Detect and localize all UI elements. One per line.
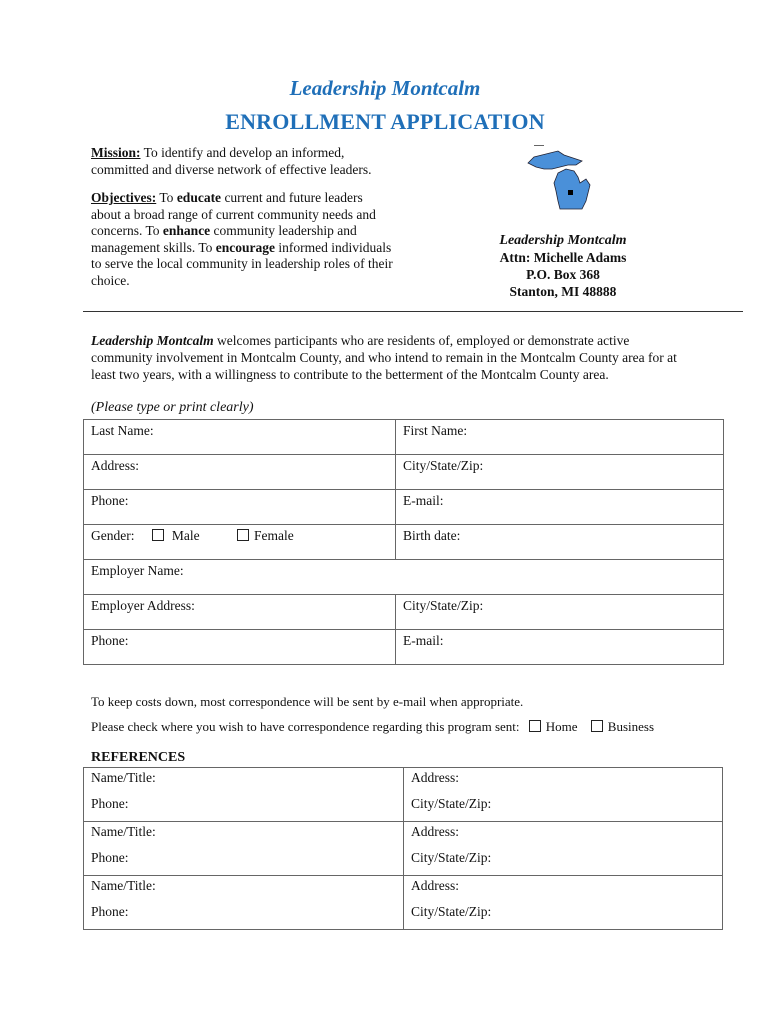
reference-3-address-field[interactable]: Address: <box>404 876 723 902</box>
home-label: Home <box>545 719 578 734</box>
male-label: Male <box>171 528 200 543</box>
mission-text: To identify and develop an informed, committed and diverse network of effective leaders. <box>91 145 372 177</box>
reference-1-address-field[interactable]: Address: <box>404 768 723 794</box>
gender-label: Gender: <box>91 528 135 543</box>
correspondence-question-row <box>91 719 654 735</box>
reference-2-phone-field[interactable]: Phone: <box>84 848 404 876</box>
objectives-word-educate: educate <box>176 190 222 205</box>
phone-field[interactable]: Phone: <box>84 490 396 525</box>
objectives-word-enhance: enhance <box>162 223 211 238</box>
instruction-text: (Please type or print clearly) <box>91 400 254 415</box>
employer-email-field[interactable]: E-mail: <box>396 630 724 665</box>
table-row <box>84 902 723 930</box>
mission-paragraph <box>91 145 396 178</box>
correspondence-note: To keep costs down, most correspondence will be sent by e-mail when appropriate. <box>91 694 524 709</box>
address-org: Leadership Montcalm <box>499 233 627 248</box>
table-row <box>84 455 724 490</box>
table-row <box>84 794 723 822</box>
lower-peninsula-shape <box>554 169 590 209</box>
references-heading: REFERENCES <box>91 750 186 765</box>
address-city: Stanton, MI 48888 <box>509 284 617 299</box>
employer-phone-field[interactable]: Phone: <box>84 630 396 665</box>
table-row <box>84 630 724 665</box>
form-title: ENROLLMENT APPLICATION <box>225 109 545 134</box>
objectives-label: Objectives: <box>91 190 157 205</box>
table-row <box>84 420 724 455</box>
reference-2-city-field[interactable]: City/State/Zip: <box>404 848 723 876</box>
table-row <box>84 768 723 794</box>
table-row <box>84 876 723 902</box>
address-attn: Attn: Michelle Adams <box>499 250 627 265</box>
reference-2-name-field[interactable]: Name/Title: <box>84 822 404 848</box>
intro-text: welcomes participants who are residents of, employed or demonstrate active community involvement in Montcalm County, and who intend to remain in the Montcalm County area for at least two years, with a willingness to contribute to the betterment of the Montcalm County area. <box>91 333 677 382</box>
last-name-field[interactable]: Last Name: <box>84 420 396 455</box>
mission-label: Mission: <box>91 145 141 160</box>
table-row <box>84 560 724 595</box>
birth-date-field[interactable]: Birth date: <box>396 525 724 560</box>
female-label: Female <box>253 528 294 543</box>
address-box: P.O. Box 368 <box>526 267 600 282</box>
objectives-text-1: To <box>159 190 174 205</box>
org-title: Leadership Montcalm <box>289 76 481 100</box>
female-checkbox[interactable] <box>237 529 249 541</box>
reference-3-phone-field[interactable]: Phone: <box>84 902 404 930</box>
address-field[interactable]: Address: <box>84 455 396 490</box>
employer-name-field[interactable]: Employer Name: <box>84 560 724 595</box>
objectives-text-4: informed individuals to serve the local community in leadership roles of their choice. <box>91 239 393 288</box>
reference-1-phone-field[interactable]: Phone: <box>84 794 404 822</box>
correspondence-question: Please check where you wish to have correspondence regarding this program sent: <box>91 719 520 734</box>
divider <box>83 311 743 312</box>
business-checkbox[interactable] <box>591 720 603 732</box>
employer-city-state-zip-field[interactable]: City/State/Zip: <box>396 595 724 630</box>
gender-field <box>84 525 396 560</box>
objectives-word-encourage: encourage <box>215 239 276 255</box>
montcalm-county-marker <box>568 190 573 195</box>
michigan-map-icon <box>524 143 604 215</box>
table-row <box>84 848 723 876</box>
reference-1-city-field[interactable]: City/State/Zip: <box>404 794 723 822</box>
table-row <box>84 490 724 525</box>
table-row <box>84 525 724 560</box>
city-state-zip-field[interactable]: City/State/Zip: <box>396 455 724 490</box>
objectives-text-3: community leadership and management skills. To <box>91 223 357 255</box>
reference-3-city-field[interactable]: City/State/Zip: <box>404 902 723 930</box>
first-name-field[interactable]: First Name: <box>396 420 724 455</box>
reference-2-address-field[interactable]: Address: <box>404 822 723 848</box>
mailing-address-block <box>470 232 656 300</box>
intro-paragraph <box>91 332 691 383</box>
male-checkbox[interactable] <box>152 529 164 541</box>
email-field[interactable]: E-mail: <box>396 490 724 525</box>
mission-objectives-block <box>91 145 396 301</box>
business-label: Business <box>607 719 655 734</box>
objectives-text-2: current and future leaders about a broad range of current community needs and concerns. To <box>91 190 376 238</box>
employer-address-field[interactable]: Employer Address: <box>84 595 396 630</box>
intro-org: Leadership Montcalm <box>91 333 214 348</box>
map-corner-mark <box>534 145 544 146</box>
table-row <box>84 595 724 630</box>
objectives-paragraph <box>91 190 396 289</box>
references-table <box>83 767 723 930</box>
home-checkbox[interactable] <box>529 720 541 732</box>
upper-peninsula-shape <box>528 151 582 169</box>
reference-1-name-field[interactable]: Name/Title: <box>84 768 404 794</box>
table-row <box>84 822 723 848</box>
reference-3-name-field[interactable]: Name/Title: <box>84 876 404 902</box>
applicant-info-table <box>83 419 724 665</box>
